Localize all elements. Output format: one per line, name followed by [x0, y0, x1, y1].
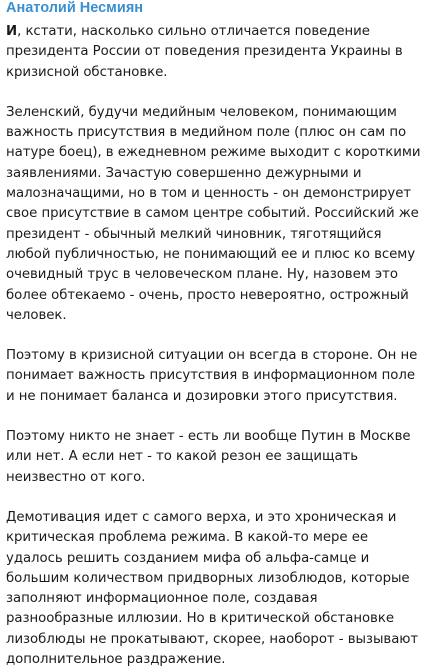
post-paragraph-2 [6, 103, 422, 326]
post-paragraph-5 [6, 508, 422, 670]
post-paragraph-1-lead: И [6, 24, 18, 39]
post-paragraph-4-text: Поэтому никто не знает - есть ли вообще Путин в Москве или нет. А если нет - то какой резон ее защищать неизвестно от кого. [6, 429, 411, 485]
post-paragraph-3-text: Поэтому в кризисной ситуации он всегда в стороне. Он не понимает важность присутствия в информационном поле и не понимает баланса и дозировки этого присутствия. [6, 348, 418, 404]
post-paragraph-3 [6, 346, 422, 407]
post-paragraph-5-text: Демотивация идет с самого верха, и это хроническая и критическая проблема режима. В какой-то мере ее удалось решить созданием мифа об альфа-самце и большим количеством придворных лизоблюдов, которые заполняют информационное поле, создавая разнообразные иллюзии. Но в критической обстановке лизоблюды не прокатывают, скорее, наоборот - вызывают дополнительное раздражение. [6, 509, 419, 668]
post-paragraph-1 [6, 22, 422, 83]
post-paragraph-4 [6, 427, 422, 488]
post-paragraph-1-text: , кстати, насколько сильно отличается поведение президента России от поведения президента Украины в кризисной обстановке. [6, 24, 403, 80]
post-paragraph-2-text: Зеленский, будучи медийным человеком, понимающим важность присутствия в медийном поле (плюс он сам по натуре боец), в ежедневном режиме выходит с короткими заявлениями. Зачастую совершенно дежурными и малозначащими, но в том и ценность - он демонстрирует свое присутствие в самом центре событий. Российский же президент - обычный мелкий чиновник, тяготящийся любой публичностью, не понимающий ее и плюс ко всему очевидный трус в человеческом плане. Ну, назовем это более обтекаемо - очень, просто невероятно, острожный человек. [6, 104, 421, 323]
post-author-name[interactable]: Анатолий Несмиян [6, 0, 144, 16]
